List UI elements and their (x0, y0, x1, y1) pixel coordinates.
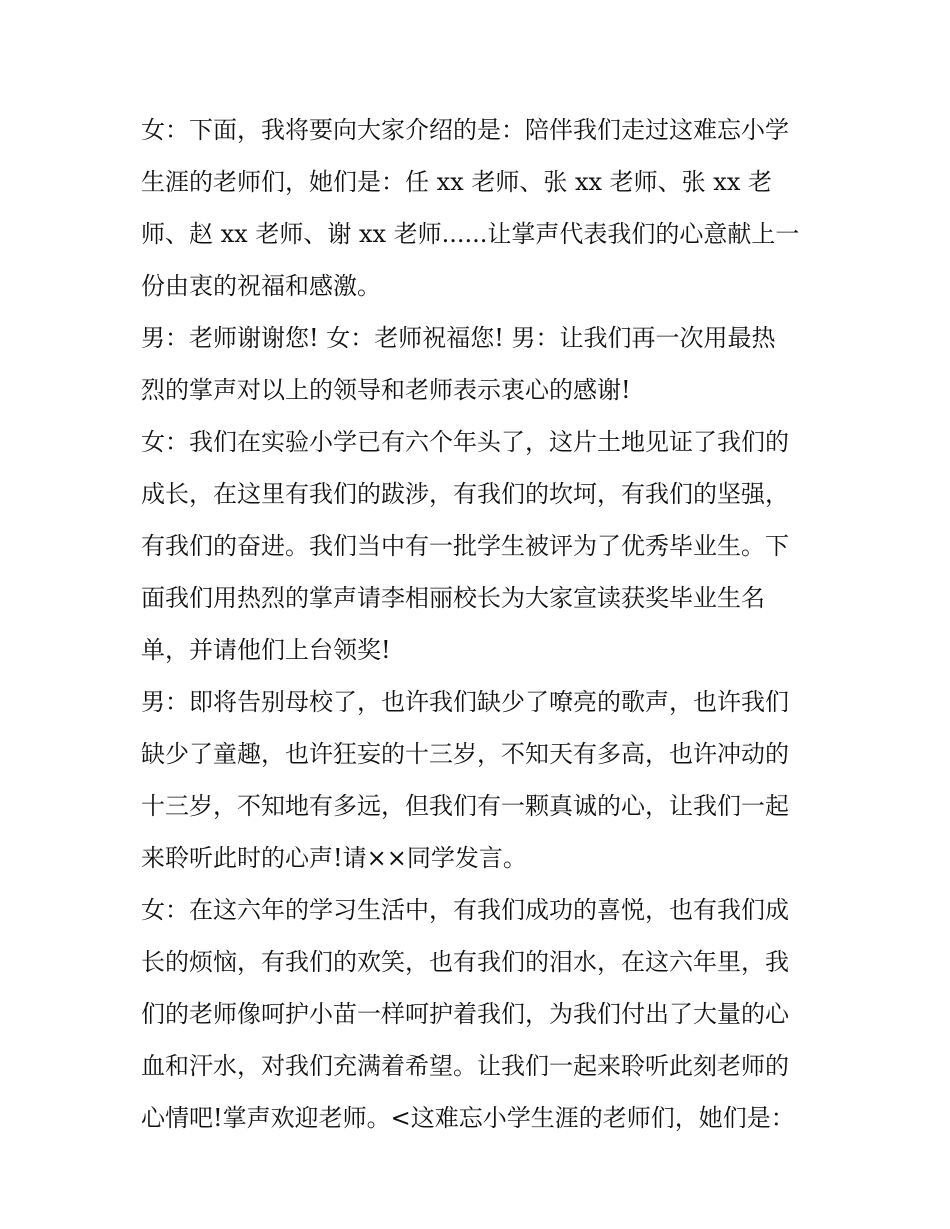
text-line: 份由衷的祝福和感激。 (141, 272, 381, 300)
text-line: 心情吧!掌声欢迎老师。<这难忘小学生涯的老师们，她们是： (141, 1104, 795, 1132)
text-line: 有我们的奋进。我们当中有一批学生被评为了优秀毕业生。下 (141, 532, 789, 560)
text-line: 女：在这六年的学习生活中，有我们成功的喜悦，也有我们成 (141, 896, 789, 924)
text-line: 单，并请他们上台领奖! (141, 636, 391, 664)
text-line: 烈的掌声对以上的领导和老师表示衷心的感谢! (141, 376, 631, 404)
text-line: 血和汗水，对我们充满着希望。让我们一起来聆听此刻老师的 (141, 1052, 789, 1080)
text-line: 成长，在这里有我们的跋涉，有我们的坎坷，有我们的坚强， (141, 480, 789, 508)
text-line: 女：下面，我将要向大家介绍的是：陪伴我们走过这难忘小学 (141, 116, 789, 144)
text-line: 男：老师谢谢您! 女：老师祝福您! 男：让我们再一次用最热 (141, 324, 776, 352)
text-line: 来聆听此时的心声!请××同学发言。 (141, 844, 527, 872)
text-line: 生涯的老师们，她们是：任 xx 老师、张 xx 老师、张 xx 老 (141, 168, 772, 196)
text-line: 长的烦恼，有我们的欢笑，也有我们的泪水，在这六年里，我 (141, 948, 789, 976)
text-line: 十三岁，不知地有多远，但我们有一颗真诚的心，让我们一起 (141, 792, 789, 820)
text-line: 缺少了童趣，也许狂妄的十三岁，不知天有多高，也许冲动的 (141, 740, 789, 768)
document-body (141, 104, 821, 1144)
text-line: 女：我们在实验小学已有六个年头了，这片土地见证了我们的 (141, 428, 789, 456)
text-line: 师、赵 xx 老师、谢 xx 老师......让掌声代表我们的心意献上一 (141, 220, 800, 248)
text-line: 们的老师像呵护小苗一样呵护着我们，为我们付出了大量的心 (141, 1000, 789, 1028)
text-line: 面我们用热烈的掌声请李相丽校长为大家宣读获奖毕业生名 (141, 584, 765, 612)
text-line: 男：即将告别母校了，也许我们缺少了嘹亮的歌声，也许我们 (141, 688, 789, 716)
